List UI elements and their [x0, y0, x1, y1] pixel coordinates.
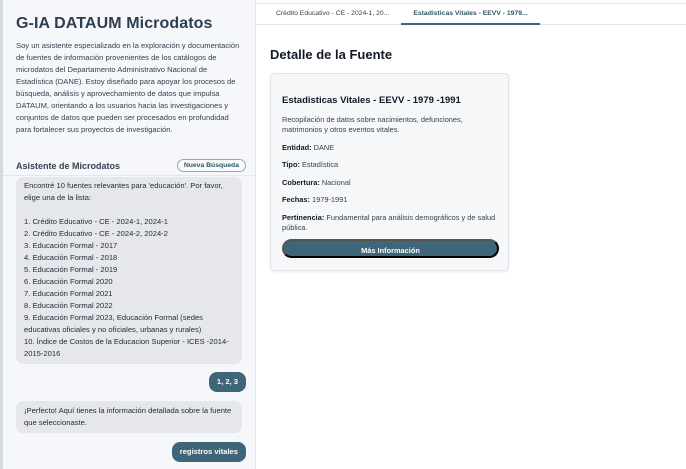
field-label: Cobertura:	[282, 177, 320, 187]
field-tipo	[282, 160, 497, 170]
field-label: Tipo:	[282, 160, 300, 169]
more-info-button[interactable]: Más Información	[282, 239, 499, 258]
main-panel	[256, 0, 686, 469]
sidebar	[0, 0, 256, 469]
message-text: Encontré 10 fuentes relevantes para 'educación'. Por favor, elige una de la lista:	[24, 181, 223, 202]
tab-bar	[256, 3, 686, 25]
field-value: Estadística	[302, 160, 339, 169]
bot-message	[16, 401, 242, 433]
assistant-header	[3, 156, 255, 176]
option-item: 9. Educación Formal 2023, Educación Formal (sedes educativas oficiales y no oficiales, urbanas y rurales)	[24, 313, 203, 334]
field-label: Fechas:	[282, 195, 310, 204]
assistant-title: Asistente de Microdatos	[16, 160, 121, 171]
field-pertinencia	[282, 213, 497, 233]
source-title: Estadisticas Vitales - EEVV - 1979 -1991	[282, 95, 461, 106]
source-description: Recopilación de datos sobre nacimientos, defunciones, matrimonios y otros eventos vitales.	[282, 115, 463, 134]
option-item: 2. Crédito Educativo - CE - 2024-2, 2024-2	[24, 229, 168, 238]
tab-estadisticas-vitales[interactable]: Estadisticas Vitales - EEVV - 1979...	[401, 4, 539, 25]
chat-log[interactable]	[3, 177, 255, 469]
field-value: 1979-1991	[312, 195, 348, 204]
field-label: Pertinencia:	[282, 212, 325, 222]
option-item: 10. Índice de Costos de la Educacion Superior - ICES -2014-2015-2016	[24, 337, 229, 358]
page-title: Detalle de la Fuente	[270, 47, 393, 62]
option-item: 6. Educación Formal 2020	[24, 277, 113, 286]
message-text: ¡Perfecto! Aquí tienes la información detallada sobre la fuente que seleccionaste.	[24, 406, 232, 427]
tab-credito-educativo[interactable]: Crédito Educativo - CE - 2024-1, 20...	[276, 10, 390, 17]
app-title: G-IA DATAUM Microdatos	[16, 15, 213, 32]
source-detail-card	[270, 73, 509, 271]
option-item: 8. Educación Formal 2022	[24, 301, 113, 310]
option-item: 3. Educación Formal - 2017	[24, 241, 118, 250]
field-entidad	[282, 143, 497, 153]
user-message: 1, 2, 3	[209, 372, 246, 392]
field-value: Fundamental para análisis demográficos y de salud pública.	[282, 212, 496, 232]
app-description: Soy un asistente especializado en la exploración y documentación de fuentes de información provenientes de los catálogos de microdatos del Departamento Administrativo Nacional de Estadística (DANE). Estoy diseñado para apoyar los procesos de búsqueda, análisis y aprovechamiento de datos que impulsa DATAUM, orientando a los usuarios hacia las investigaciones y conjuntos de datos que pueden ser procesados en profundidad para fortalecer sus proyectos de investigación.	[16, 41, 240, 134]
field-label: Entidad:	[282, 142, 312, 152]
user-message: registros vitales	[172, 442, 246, 462]
field-fechas	[282, 195, 497, 205]
field-cobertura	[282, 178, 497, 188]
option-item: 7. Educación Formal 2021	[24, 289, 113, 298]
field-value: DANE	[313, 142, 335, 152]
field-value: Nacional	[321, 177, 351, 187]
new-search-button[interactable]: Nueva Búsqueda	[177, 159, 246, 172]
option-item: 4. Educación Formal - 2018	[24, 253, 118, 262]
bot-message	[16, 177, 242, 364]
option-item: 5. Educación Formal - 2019	[24, 265, 118, 274]
option-item: 1. Crédito Educativo - CE - 2024-1, 2024-1	[24, 217, 168, 226]
